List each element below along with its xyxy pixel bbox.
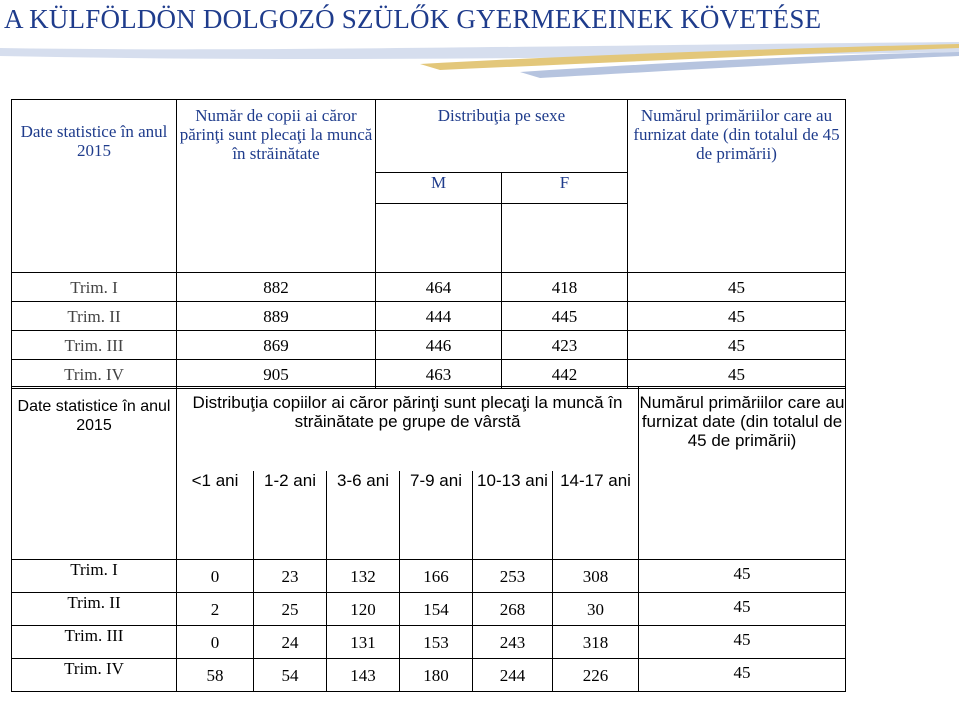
row-value: 54	[254, 659, 327, 692]
header-gender-distribution: Distribuţia pe sexe	[376, 100, 628, 173]
swoosh-light	[0, 42, 959, 59]
swoosh-gold	[420, 44, 959, 70]
row-value: 318	[553, 626, 639, 659]
header-cities: Numărul primăriilor care au furnizat date (din totalul de 45 de primării)	[628, 100, 846, 273]
row-value: 166	[400, 560, 473, 593]
row-male: 444	[376, 302, 502, 331]
age-group-header: 14-17 ani	[553, 471, 639, 560]
table-row	[12, 302, 846, 331]
header-male-spacer	[376, 204, 502, 273]
row-period: Trim. I	[12, 273, 177, 302]
row-cities: 45	[639, 659, 846, 692]
row-value: 0	[177, 626, 254, 659]
row-value: 0	[177, 560, 254, 593]
header-female: F	[502, 173, 628, 204]
row-value: 308	[553, 560, 639, 593]
row-value: 143	[327, 659, 400, 692]
page-title: A KÜLFÖLDÖN DOLGOZÓ SZÜLŐK GYERMEKEINEK KÖVETÉSE	[4, 4, 822, 34]
table-row	[12, 659, 846, 692]
row-cities: 45	[628, 331, 846, 360]
row-value: 268	[473, 593, 553, 626]
row-value: 244	[473, 659, 553, 692]
header-children-count: Număr de copii ai căror părinţi sunt plecaţi la muncă în străinătate	[177, 100, 376, 273]
row-value: 226	[553, 659, 639, 692]
row-value: 23	[254, 560, 327, 593]
age-group-header: 3-6 ani	[327, 471, 400, 560]
row-cities: 45	[639, 593, 846, 626]
row-cities: 45	[628, 302, 846, 331]
age-group-header: 7-9 ani	[400, 471, 473, 560]
row-value: 131	[327, 626, 400, 659]
row-period: Trim. IV	[12, 360, 177, 389]
row-period: Trim. II	[12, 593, 177, 626]
row-value: 58	[177, 659, 254, 692]
header-cities: Numărul primăriilor care au furnizat date (din totalul de 45 de primării)	[639, 387, 846, 560]
row-value: 180	[400, 659, 473, 692]
children-age-table	[11, 386, 846, 692]
row-value: 2	[177, 593, 254, 626]
header-female-spacer	[502, 204, 628, 273]
table-row	[12, 626, 846, 659]
row-value: 30	[553, 593, 639, 626]
age-group-header: 1-2 ani	[254, 471, 327, 560]
row-value: 154	[400, 593, 473, 626]
row-female: 423	[502, 331, 628, 360]
row-children: 869	[177, 331, 376, 360]
row-cities: 45	[628, 273, 846, 302]
header-period: Date statistice în anul 2015	[12, 100, 177, 273]
row-female: 445	[502, 302, 628, 331]
row-cities: 45	[639, 560, 846, 593]
row-cities: 45	[628, 360, 846, 389]
row-value: 120	[327, 593, 400, 626]
age-group-header: 10-13 ani	[473, 471, 553, 560]
row-male: 464	[376, 273, 502, 302]
header-male: M	[376, 173, 502, 204]
table-row	[12, 593, 846, 626]
row-value: 25	[254, 593, 327, 626]
row-value: 253	[473, 560, 553, 593]
header-swoosh-decoration	[0, 42, 959, 96]
header-age-distribution: Distribuţia copiilor ai căror părinţi sunt plecaţi la muncă în străinătate pe grupe de vârstă	[177, 387, 639, 472]
row-male: 463	[376, 360, 502, 389]
row-children: 882	[177, 273, 376, 302]
row-period: Trim. II	[12, 302, 177, 331]
table-row	[12, 273, 846, 302]
row-value: 153	[400, 626, 473, 659]
row-period: Trim. III	[12, 626, 177, 659]
table-row	[12, 331, 846, 360]
row-female: 442	[502, 360, 628, 389]
row-female: 418	[502, 273, 628, 302]
row-value: 24	[254, 626, 327, 659]
row-period: Trim. III	[12, 331, 177, 360]
table-row	[12, 360, 846, 389]
swoosh-blue	[520, 52, 959, 78]
age-group-header: <1 ani	[177, 471, 254, 560]
row-period: Trim. IV	[12, 659, 177, 692]
table-row	[12, 560, 846, 593]
row-children: 889	[177, 302, 376, 331]
row-male: 446	[376, 331, 502, 360]
row-value: 132	[327, 560, 400, 593]
row-cities: 45	[639, 626, 846, 659]
row-value: 243	[473, 626, 553, 659]
header-period: Date statistice în anul 2015	[12, 387, 177, 560]
children-gender-table	[11, 99, 846, 389]
row-children: 905	[177, 360, 376, 389]
row-period: Trim. I	[12, 560, 177, 593]
